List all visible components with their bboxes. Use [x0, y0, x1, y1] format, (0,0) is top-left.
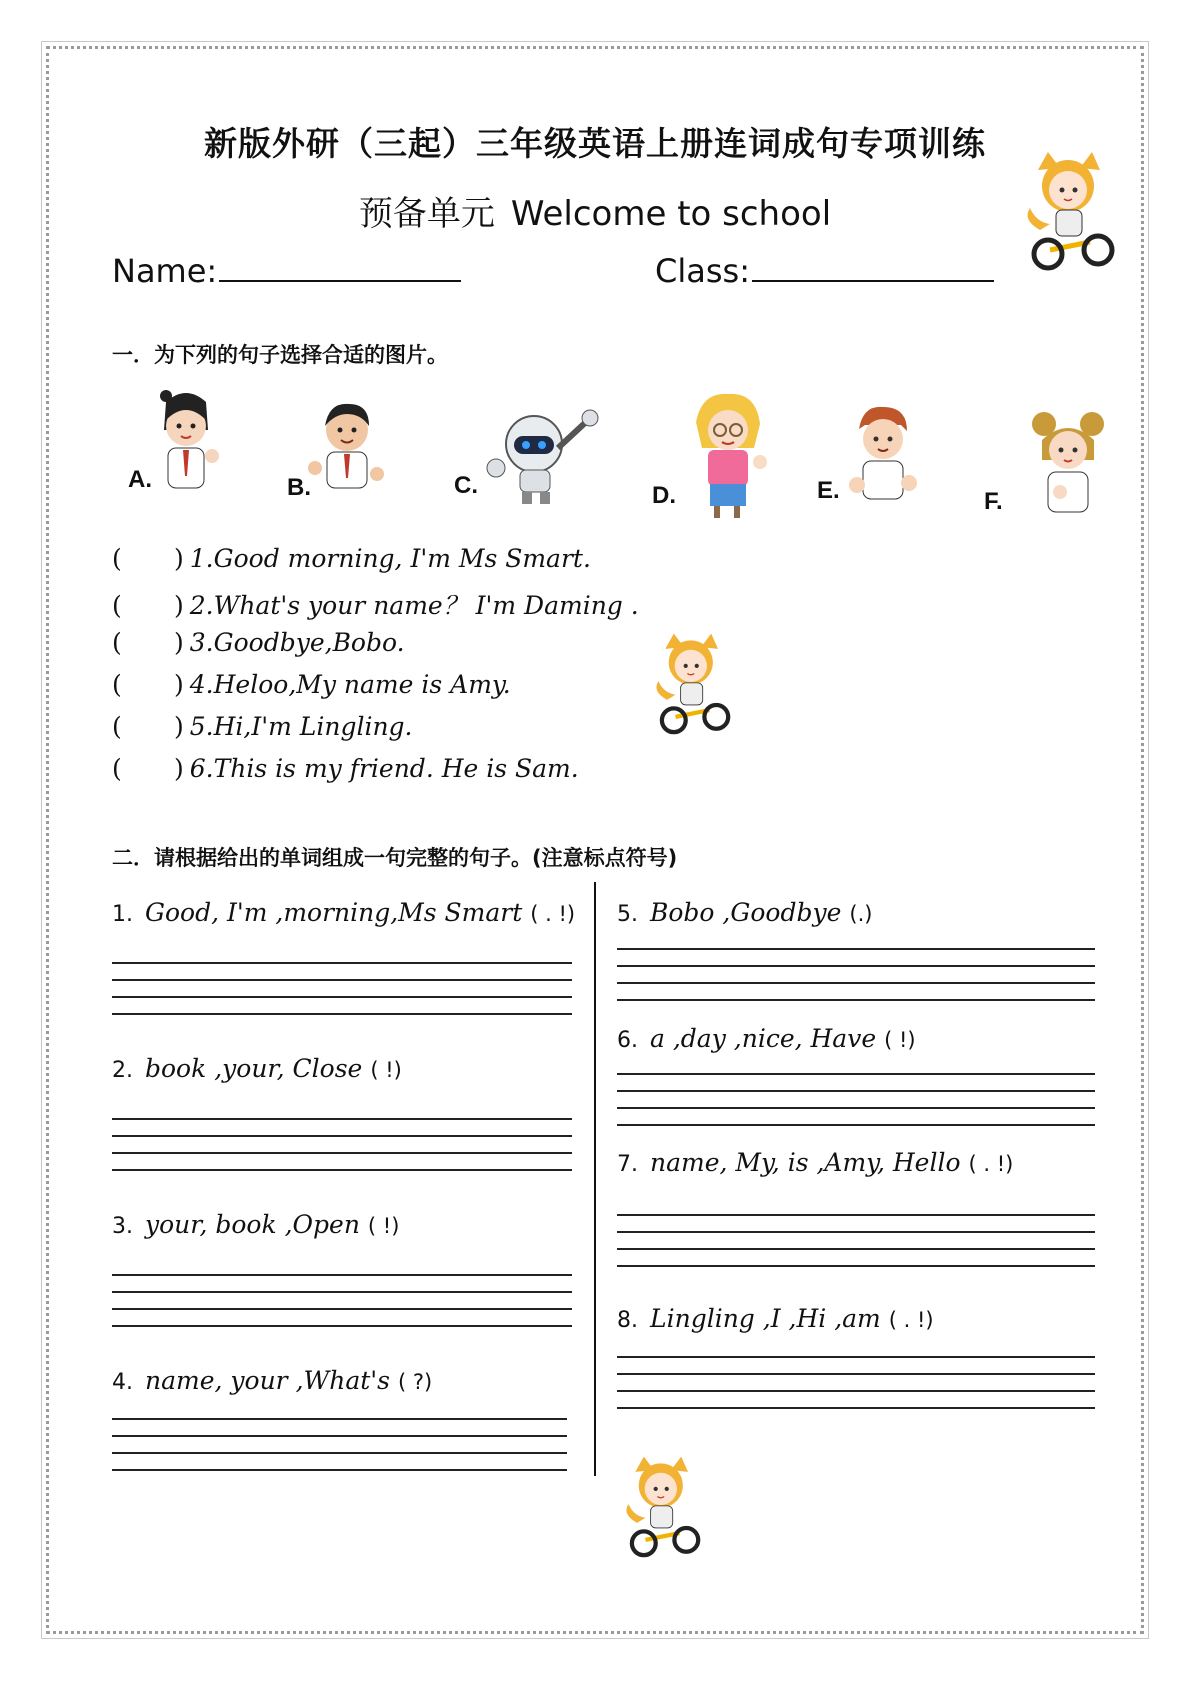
answer-lines-6[interactable]	[617, 1073, 1095, 1141]
fox-girl-bike-icon	[620, 1448, 705, 1568]
answer-lines-5[interactable]	[617, 948, 1095, 1016]
name-field[interactable]	[112, 252, 461, 290]
item-2: 2. book ,your, Close ( !)	[112, 1054, 402, 1083]
teacher-ms-smart-icon	[684, 392, 774, 522]
column-divider	[594, 882, 596, 1476]
question-4[interactable]: ( ) 4.Heloo,My name is Amy.	[112, 670, 511, 699]
class-field[interactable]	[655, 252, 994, 290]
class-label: Class:	[655, 252, 750, 290]
answer-lines-2[interactable]	[112, 1118, 572, 1186]
question-2[interactable]: ( ) 2.What's your name？ I'm Daming .	[112, 591, 639, 620]
robot-bobo-icon	[486, 408, 606, 508]
fox-girl-bike-icon	[1020, 150, 1120, 275]
question-3[interactable]: ( ) 3.Goodbye,Bobo.	[112, 628, 405, 657]
name-label: Name:	[112, 252, 218, 290]
worksheet-subtitle	[0, 186, 1190, 235]
question-1[interactable]: ( ) 1.Good morning, I'm Ms Smart.	[112, 544, 591, 573]
girl-lingling-icon	[146, 390, 226, 500]
section-2-heading: 二．请根据给出的单词组成一句完整的句子。(注意标点符号)	[112, 846, 678, 870]
section-1-heading: 一．为下列的句子选择合适的图片。	[112, 343, 448, 367]
subtitle-cn: 预备单元	[358, 194, 495, 234]
boy-sam-icon	[843, 405, 923, 515]
item-8: 8. Lingling ,I ,Hi ,am ( . !)	[617, 1304, 934, 1333]
item-3: 3. your, book ,Open ( !)	[112, 1210, 400, 1239]
girl-amy-icon	[1028, 410, 1108, 520]
boy-daming-icon	[305, 398, 385, 498]
fox-girl-bike-icon	[650, 625, 735, 745]
item-6: 6. a ,day ,nice, Have ( !)	[617, 1024, 916, 1053]
item-5: 5. Bobo ,Goodbye (.)	[617, 898, 873, 927]
answer-lines-8[interactable]	[617, 1356, 1095, 1424]
answer-lines-3[interactable]	[112, 1274, 572, 1342]
item-4: 4. name, your ,What's ( ?)	[112, 1366, 433, 1395]
question-5[interactable]: ( ) 5.Hi,I'm Lingling.	[112, 712, 413, 741]
answer-lines-4[interactable]	[112, 1418, 567, 1486]
item-1: 1. Good, I'm ,morning,Ms Smart ( . !)	[112, 898, 576, 927]
item-7: 7. name, My, is ,Amy, Hello ( . !)	[617, 1148, 1014, 1177]
answer-lines-7[interactable]	[617, 1214, 1095, 1282]
subtitle-en: Welcome to school	[510, 194, 832, 234]
question-6[interactable]: ( ) 6.This is my friend. He is Sam.	[112, 754, 579, 783]
answer-lines-1[interactable]	[112, 962, 572, 1030]
worksheet-title: 新版外研（三起）三年级英语上册连词成句专项训练	[204, 124, 986, 163]
